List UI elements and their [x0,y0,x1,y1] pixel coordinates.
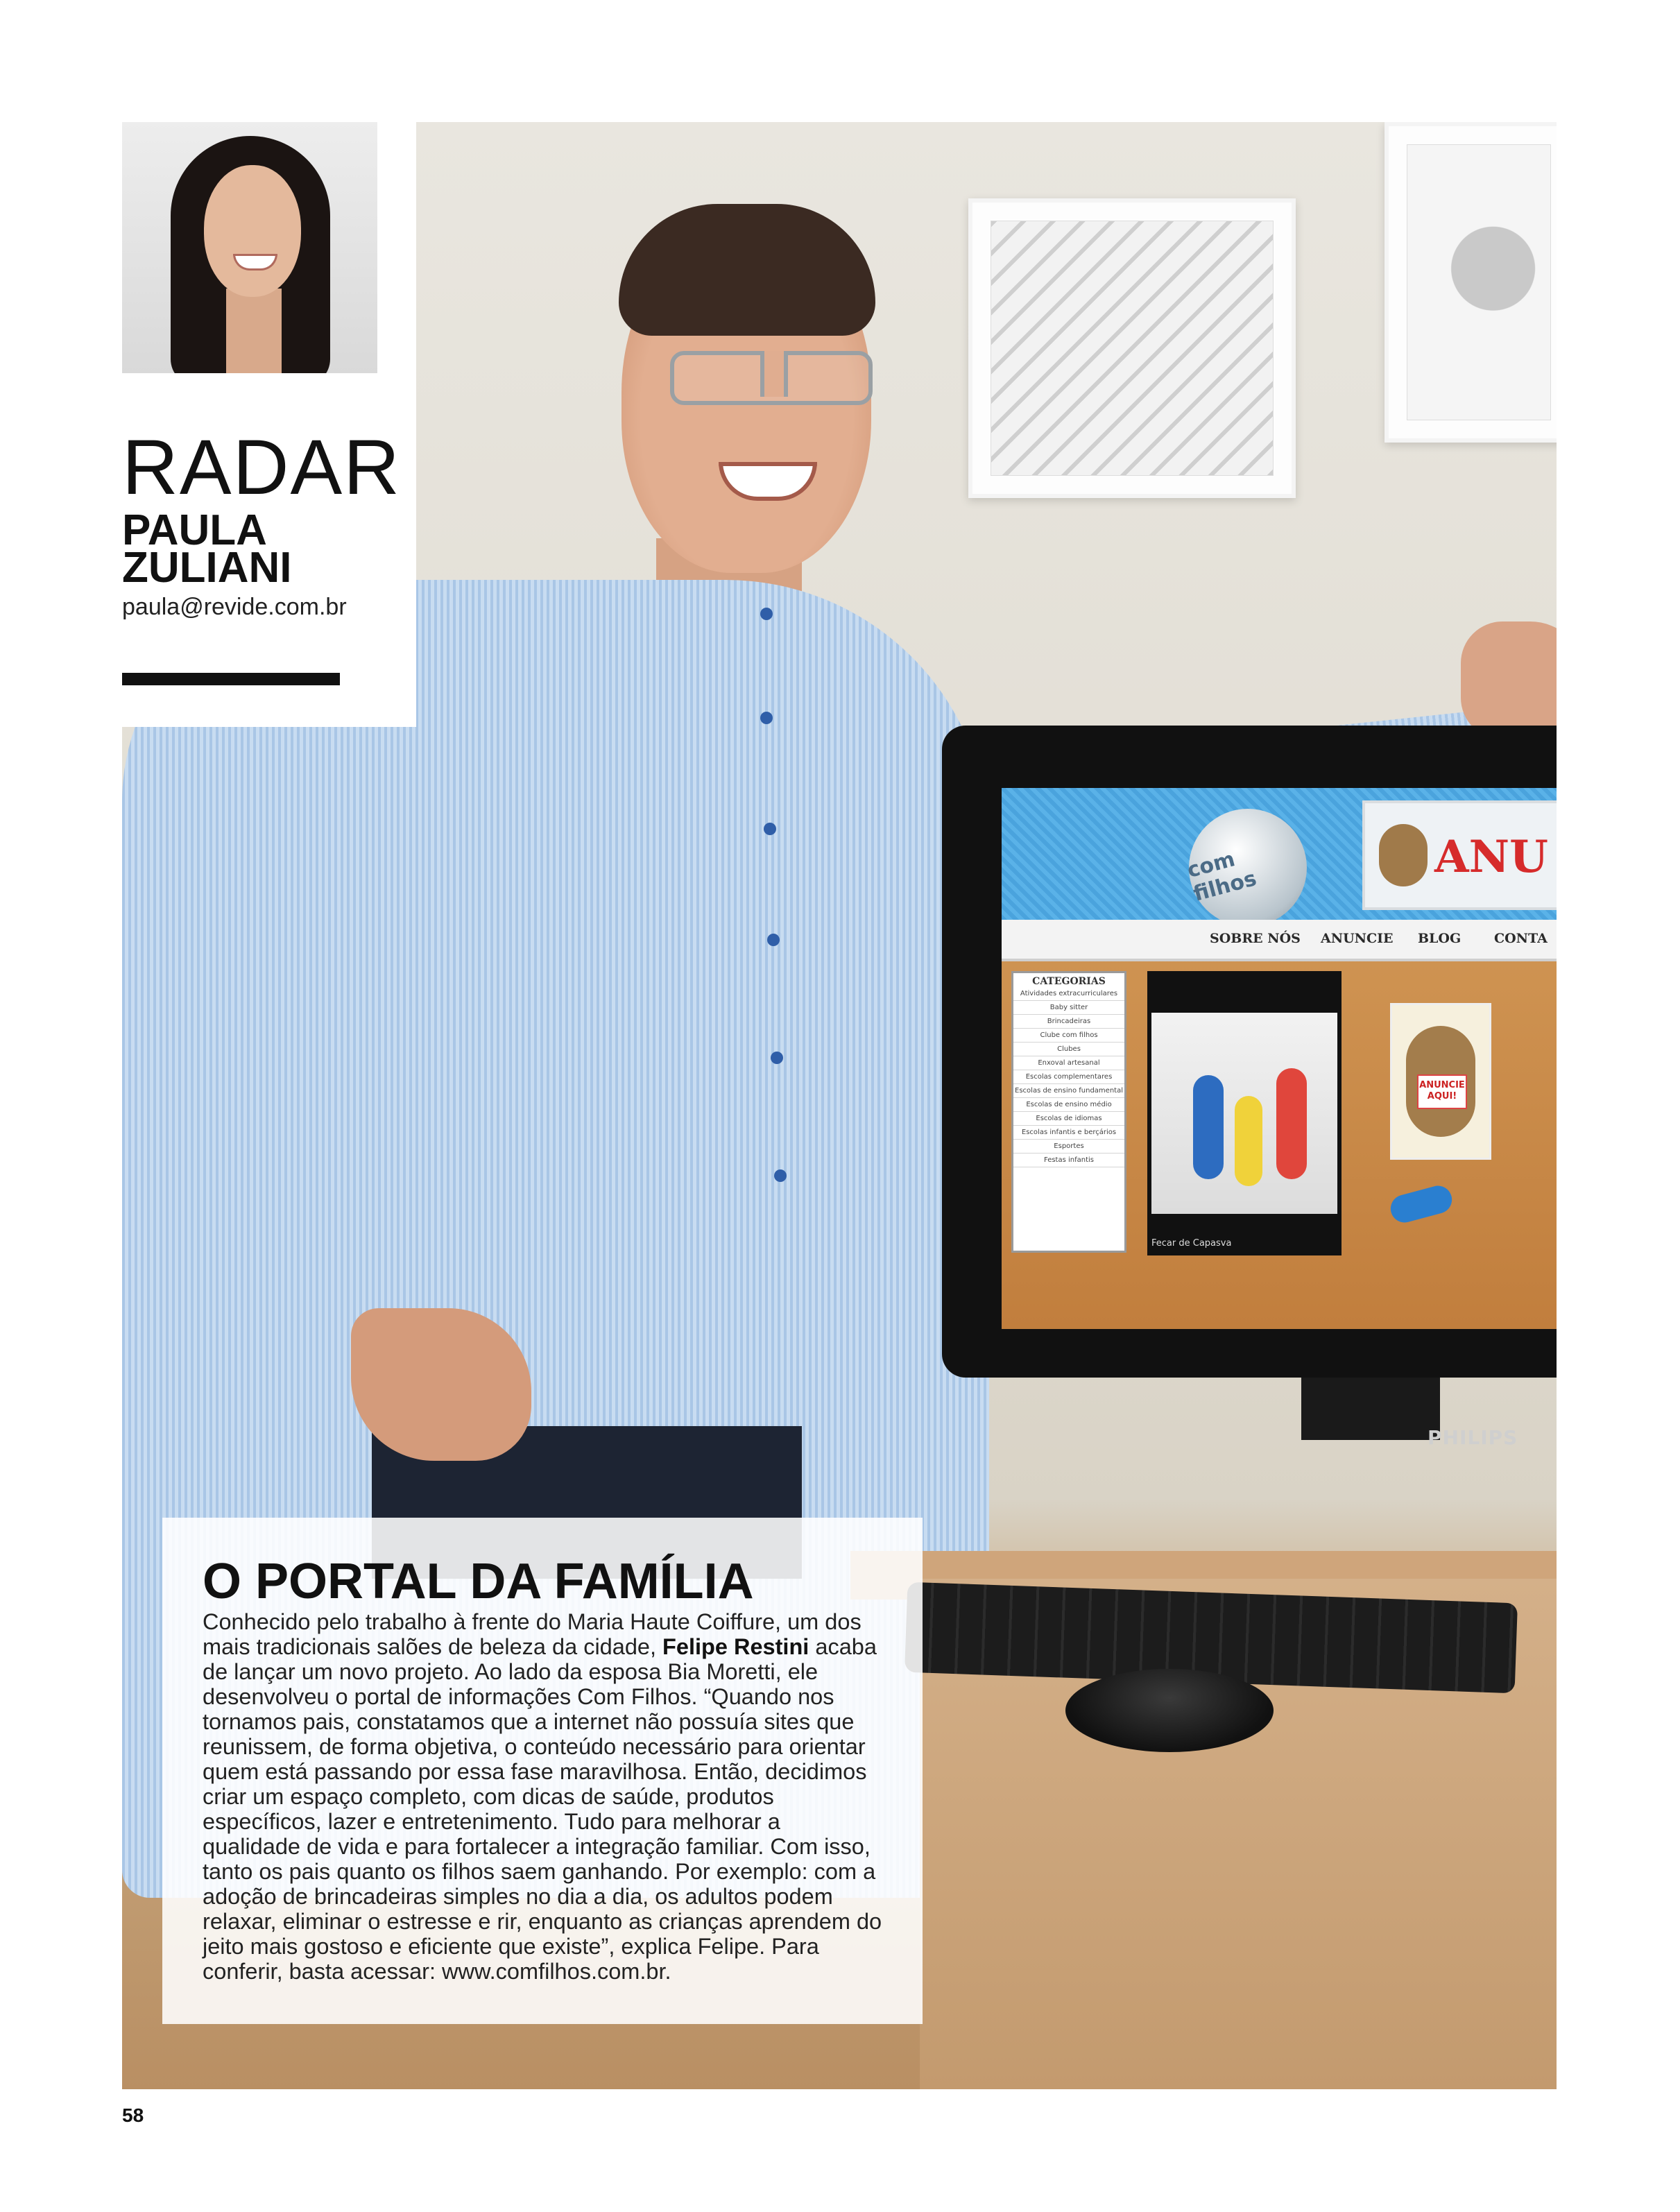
advertise-banner-text: ANU [1434,831,1548,883]
article-body-highlight: Felipe Restini [662,1634,809,1659]
site-nav-item: SOBRE NÓS [1210,931,1301,946]
category-item: Festas infantis [1013,1154,1124,1167]
slideshow-image [1151,1013,1337,1214]
shirt-button [771,1052,783,1064]
toy-car-icon [1387,1183,1455,1226]
site-categories-panel [1011,971,1126,1253]
man-hair [619,204,875,336]
shirt-button [764,823,776,835]
columnist-name [122,506,400,592]
category-item: Clube com filhos [1013,1029,1124,1043]
category-item: Escolas infantis e berçários [1013,1126,1124,1140]
columnist-name-line: ZULIANI [122,544,292,592]
columnist-neck [226,289,282,373]
article-body [203,1609,882,1984]
monitor [942,726,1557,1449]
category-item: Clubes [1013,1043,1124,1056]
category-item: Escolas de ensino médio [1013,1098,1124,1112]
advertise-banner [1362,800,1557,910]
article-title-bold: DA FAMÍLIA [470,1554,754,1609]
columnist-email: paula@revide.com.br [122,594,347,620]
site-nav-item: ANUNCIE [1321,931,1394,946]
teddy-ad-sign: ANUNCIE AQUI! [1417,1074,1467,1109]
category-item: Atividades extracurriculares [1013,987,1124,1001]
glasses [670,351,873,405]
site-nav-item: CONTA [1494,931,1548,946]
site-logo-text: com filhos [1184,847,1260,907]
monitor-screen [1002,788,1557,1329]
site-nav [1002,920,1557,961]
computer-mouse [1065,1669,1274,1752]
columnist-name-line: PAULA [122,506,267,554]
section-title: RADAR [122,424,402,511]
columnist-photo [122,122,377,373]
site-logo [1184,809,1307,927]
columnist-face [204,165,301,297]
article-title-regular: O PORTAL [203,1554,470,1609]
wall-picture-frame-sketch [1385,122,1557,443]
shirt-button [760,712,773,724]
man-hand-on-hip [351,1308,531,1461]
article-body-text: acaba de lançar um novo projeto. Ao lado da esposa Bia Moretti, ele desenvolveu o portal de informações Com Filhos. “Quando nos tornamos pais, constatamos que a internet não possuía sites que reunissem, de forma objetiva, o conteúdo necessário para orientar quem está passando por essa fase maravilhosa. Então, decidimos criar um espaço completo, com dicas de saúde, produtos específicos, lazer e entretenimento. Tudo para melhorar a qualidade de vida e para fortalecer a integração familiar. Com isso, tanto os pais quanto os filhos saem ganhando. Por exemplo: com a adoção de brincadeiras simples no dia a dia, os adultos podem relaxar, eliminar o estresse e rir, enquanto as crianças aprendem do jeito mais gostoso e eficiente que existe”, explica Felipe. Para conferir, basta acessar: www.comfilhos.com.br. [203,1634,882,1984]
teddy-bear-icon [1379,824,1428,886]
shirt-button [760,608,773,620]
article-title [203,1554,882,1609]
category-item: Escolas de idiomas [1013,1112,1124,1126]
monitor-stand [1301,1378,1440,1440]
category-item: Escolas complementares [1013,1070,1124,1084]
teddy-ad-card [1390,1003,1491,1160]
article-box [162,1518,923,2024]
man-hand-on-monitor [1461,621,1557,739]
category-item: Esportes [1013,1140,1124,1154]
monitor-brand: PHILIPS [1428,1426,1518,1449]
categories-title: CATEGORIAS [1032,976,1106,987]
category-item: Baby sitter [1013,1001,1124,1015]
slideshow-caption: Fecar de Capasva [1151,1238,1232,1249]
site-slideshow [1147,971,1342,1255]
category-item: Enxoval artesanal [1013,1056,1124,1070]
shirt-button [774,1169,787,1182]
site-nav-item: BLOG [1418,931,1462,946]
page-number: 58 [122,2104,144,2126]
shirt-button [767,934,780,946]
wall-picture-frame [968,198,1296,498]
category-item: Brincadeiras [1013,1015,1124,1029]
category-item: Escolas de ensino fundamental [1013,1084,1124,1098]
columnist-rule [122,673,340,685]
article-body-text: Conhecido pelo trabalho à frente do Maria Haute Coiffure, um dos mais tradicionais salões de beleza da cidade, [203,1609,862,1659]
